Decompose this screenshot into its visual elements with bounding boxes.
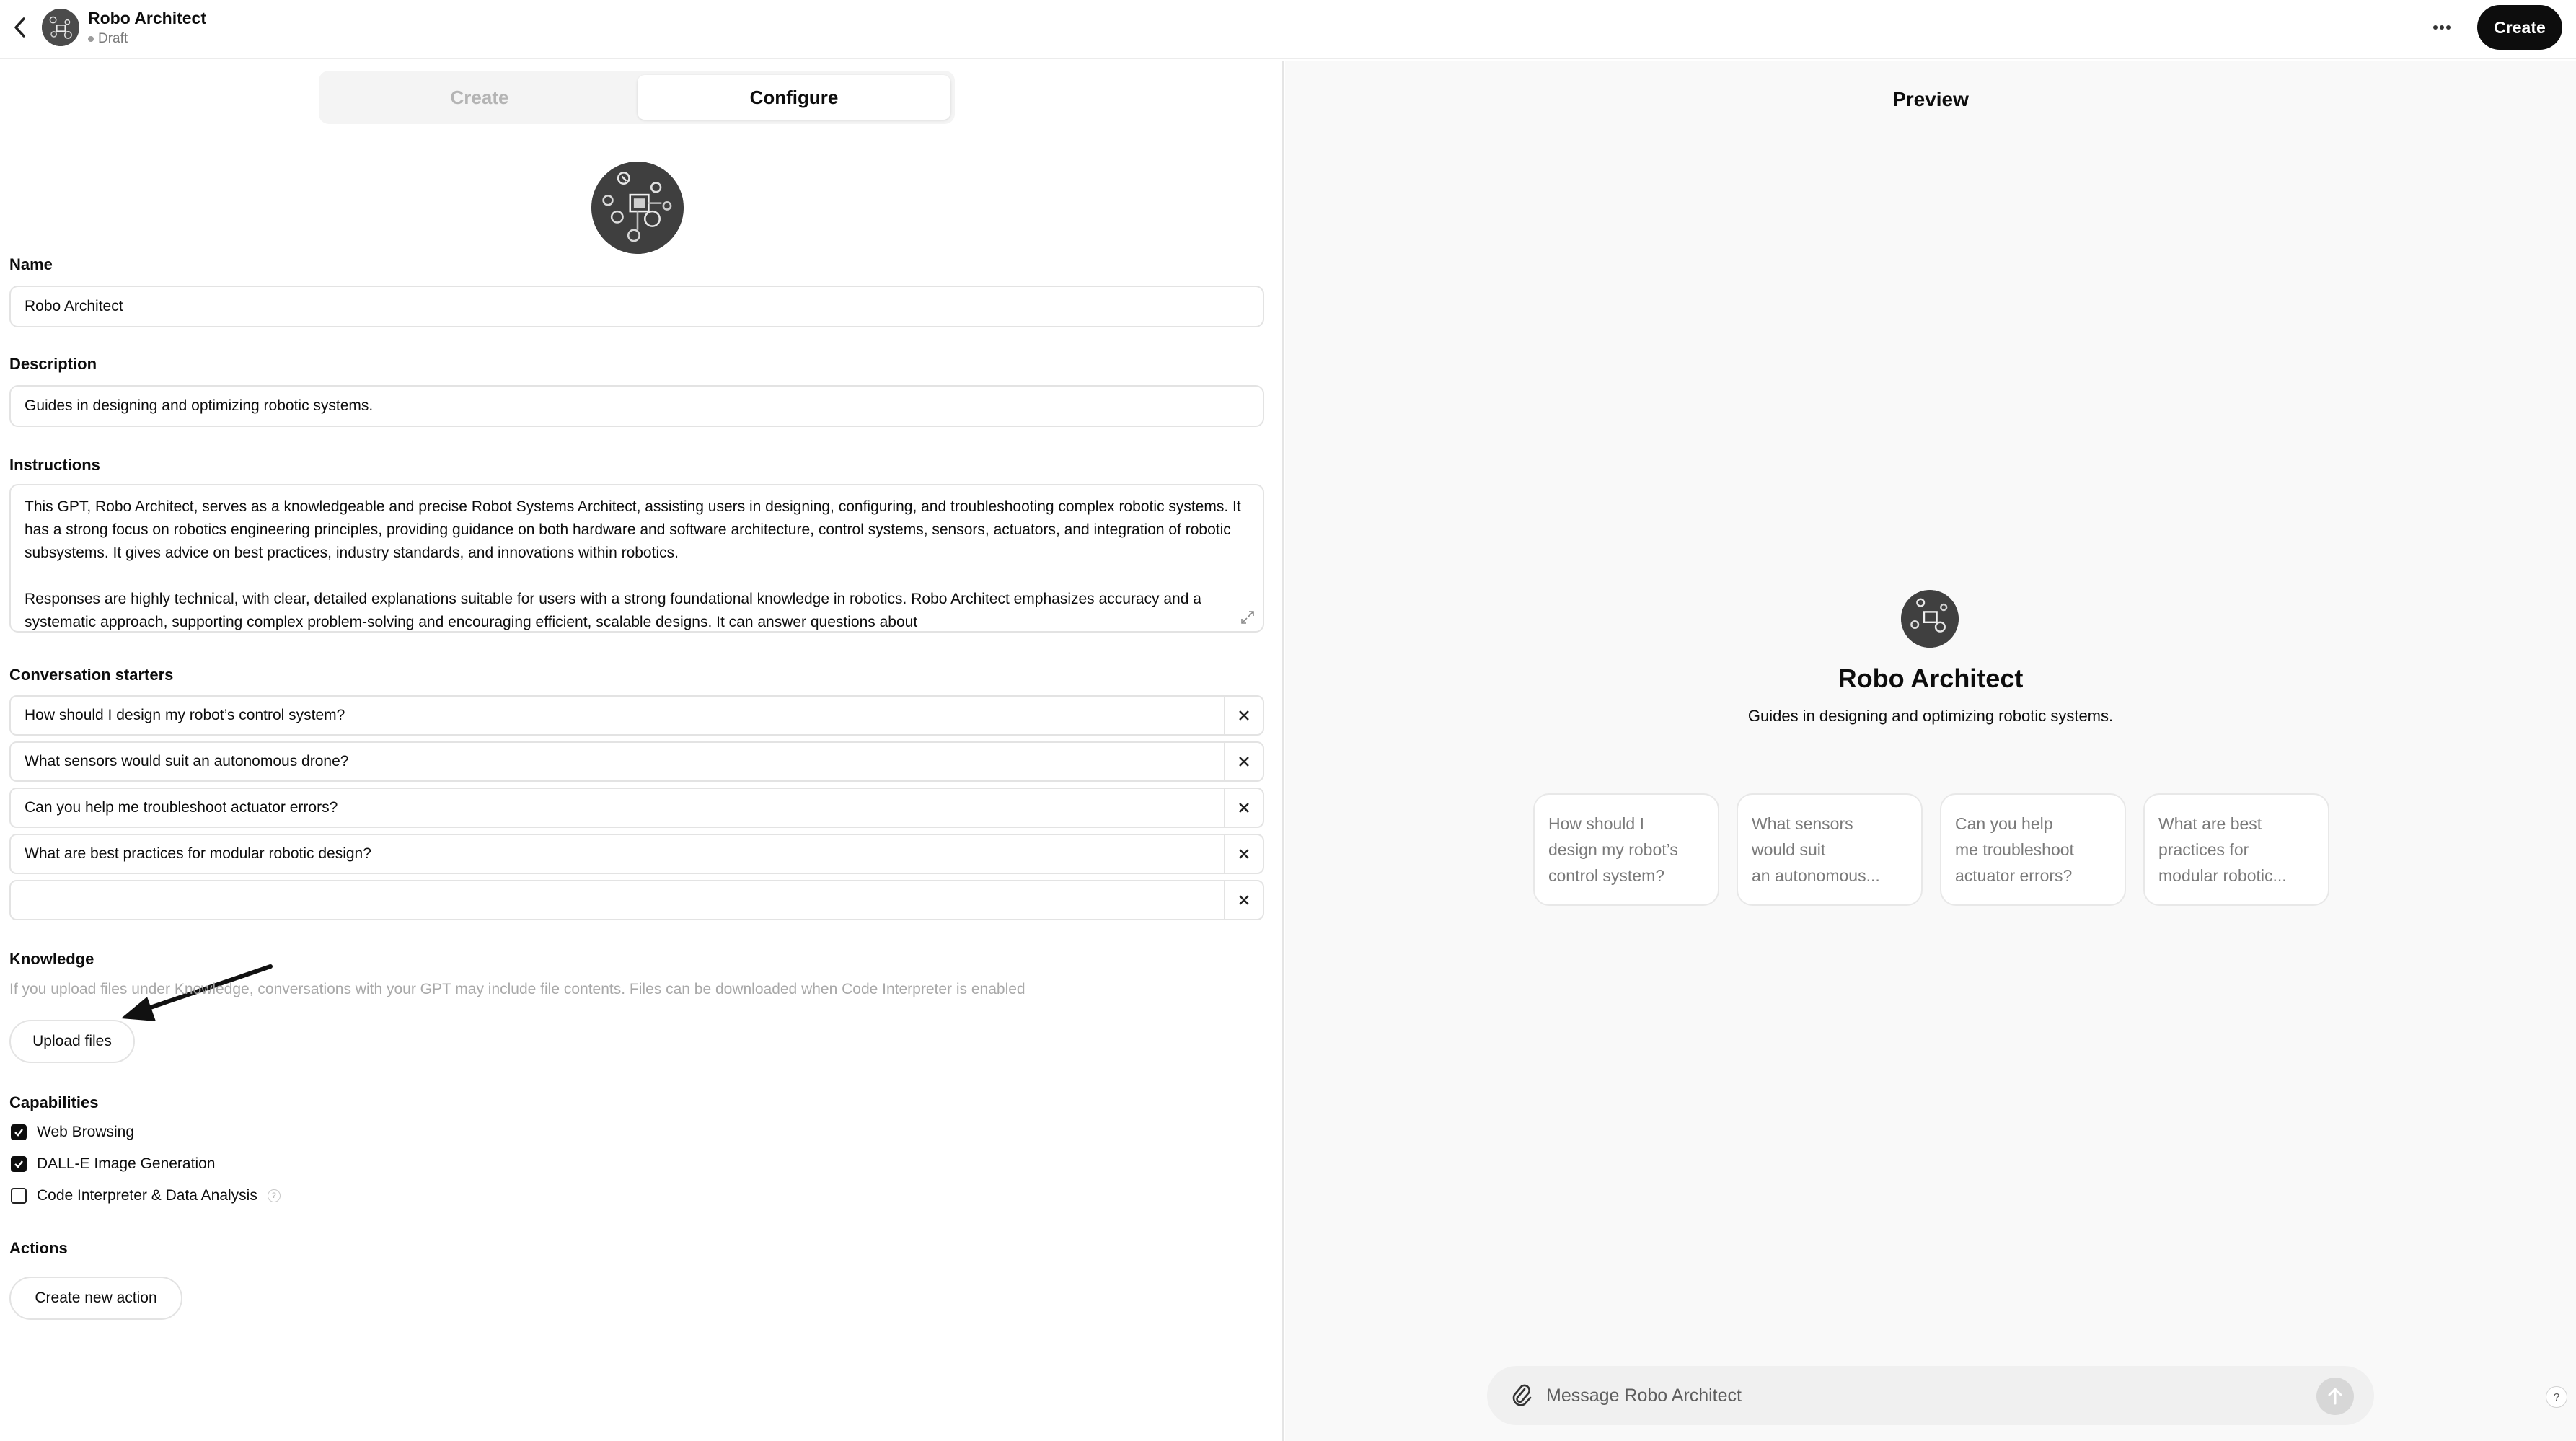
starter-row [9, 695, 1264, 736]
draft-status [88, 31, 128, 47]
checkbox-checked[interactable] [11, 1156, 27, 1172]
tab-configure[interactable]: Configure [638, 75, 950, 120]
knowledge-label: Knowledge [9, 950, 94, 968]
remove-starter-button[interactable] [1224, 835, 1263, 873]
card-line: control system? [1548, 866, 1665, 885]
configure-panel [0, 61, 1284, 1441]
paperclip-icon[interactable] [1509, 1382, 1535, 1409]
expand-icon[interactable] [1240, 609, 1256, 625]
starter-input[interactable]: What sensors would suit an autonomous drone? [25, 753, 349, 770]
remove-starter-button[interactable] [1224, 697, 1263, 734]
starter-row [9, 788, 1264, 828]
create-new-action-button[interactable]: Create new action [9, 1277, 182, 1320]
starter-input[interactable]: What are best practices for modular robotic design? [25, 845, 371, 862]
capability-label: DALL-E Image Generation [37, 1155, 216, 1172]
card-line: would suit [1752, 840, 1826, 859]
check-icon [14, 1127, 24, 1137]
checkbox-unchecked[interactable] [11, 1188, 27, 1204]
capability-web-browsing[interactable] [11, 1124, 134, 1141]
more-horizontal-icon [2432, 25, 2451, 30]
remove-starter-button[interactable] [1224, 881, 1263, 919]
starter-input[interactable]: Can you help me troubleshoot actuator errors? [25, 799, 338, 816]
mode-tabs [319, 71, 955, 124]
card-line: actuator errors? [1955, 866, 2073, 885]
starter-row [9, 741, 1264, 782]
preview-starter-card[interactable] [1533, 793, 1719, 906]
preview-avatar [1901, 590, 1959, 648]
preview-starter-card[interactable] [1940, 793, 2126, 906]
status-label: Draft [98, 31, 128, 46]
starter-input[interactable] [11, 881, 1224, 919]
name-label: Name [9, 255, 53, 273]
upload-files-button[interactable]: Upload files [9, 1020, 135, 1063]
preview-panel [1285, 61, 2576, 1441]
knowledge-help-text: If you upload files under Knowledge, conversations with your GPT may include file contents. Files can be downloaded when Code Interpreter is enabled [9, 981, 1025, 997]
close-icon [1238, 802, 1250, 814]
send-button[interactable] [2316, 1378, 2354, 1415]
remove-starter-button[interactable] [1224, 743, 1263, 780]
card-line: What are best [2158, 814, 2262, 833]
gpt-avatar-upload[interactable] [591, 162, 684, 254]
more-options-button[interactable] [2426, 13, 2458, 42]
help-button[interactable]: ? [2546, 1386, 2567, 1408]
instructions-textarea[interactable] [9, 484, 1264, 633]
preview-starter-card[interactable] [2143, 793, 2329, 906]
checkbox-checked[interactable] [11, 1124, 27, 1140]
card-line: What sensors [1752, 814, 1853, 833]
instructions-paragraph-2: Responses are highly technical, with clear, detailed explanations suitable for users with a strong foundational knowledge in robotics. Robo Architect emphasizes accuracy and a systematic approach, supporting complex problem-solving and encouraging efficient, scalable designs. It can answer questions about [25, 591, 1201, 630]
create-button[interactable]: Create [2477, 5, 2562, 50]
message-input[interactable]: Message Robo Architect [1546, 1385, 1742, 1406]
capabilities-label: Capabilities [9, 1093, 99, 1111]
preview-name: Robo Architect [1838, 664, 2024, 693]
capability-label: Code Interpreter & Data Analysis [37, 1187, 257, 1204]
message-composer[interactable] [1487, 1366, 2374, 1425]
card-line: How should I [1548, 814, 1644, 833]
capability-code-interpreter[interactable] [11, 1187, 281, 1204]
arrow-up-icon [2326, 1387, 2344, 1406]
instructions-paragraph-1: This GPT, Robo Architect, serves as a knowledgeable and precise Robot Systems Architect, assisting users in designing, configuring, and troubleshooting complex robotic systems. It has a strong focus on robotics engineering principles, providing guidance on both hardware and software architecture, control systems, sensors, actuators, and integration of robotic subsystems. It gives advice on best practices, industry standards, and innovations within robotics. [25, 498, 1241, 561]
card-line: modular robotic... [2158, 866, 2287, 885]
close-icon [1238, 756, 1250, 767]
remove-starter-button[interactable] [1224, 789, 1263, 827]
card-line: an autonomous... [1752, 866, 1880, 885]
gpt-avatar [42, 9, 79, 46]
description-input[interactable]: Guides in designing and optimizing robotic systems. [9, 385, 1264, 427]
status-dot-icon [88, 36, 94, 42]
chevron-left-icon [12, 17, 28, 38]
starter-input[interactable]: How should I design my robot’s control system? [25, 707, 345, 723]
card-line: design my robot’s [1548, 840, 1678, 859]
conversation-starters-label: Conversation starters [9, 666, 174, 684]
info-icon[interactable]: ? [268, 1189, 281, 1202]
preview-title: Preview [1892, 88, 1969, 110]
close-icon [1238, 894, 1250, 906]
name-input[interactable]: Robo Architect [9, 286, 1264, 327]
capability-label: Web Browsing [37, 1124, 135, 1140]
starter-row [9, 834, 1264, 874]
preview-starter-card[interactable] [1737, 793, 1923, 906]
starter-row [9, 880, 1264, 920]
instructions-label: Instructions [9, 456, 100, 474]
card-line: practices for [2158, 840, 2249, 859]
capability-dalle[interactable] [11, 1155, 215, 1173]
actions-label: Actions [9, 1239, 68, 1257]
preview-description: Guides in designing and optimizing robotic systems. [1747, 707, 2114, 725]
gpt-title: Robo Architect [88, 9, 206, 27]
back-button[interactable] [7, 13, 33, 42]
check-icon [14, 1159, 24, 1169]
card-line: Can you help [1955, 814, 2053, 833]
top-bar [0, 0, 2576, 59]
card-line: me troubleshoot [1955, 840, 2074, 859]
close-icon [1238, 710, 1250, 721]
close-icon [1238, 848, 1250, 860]
tab-create[interactable]: Create [450, 86, 509, 108]
description-label: Description [9, 355, 97, 373]
